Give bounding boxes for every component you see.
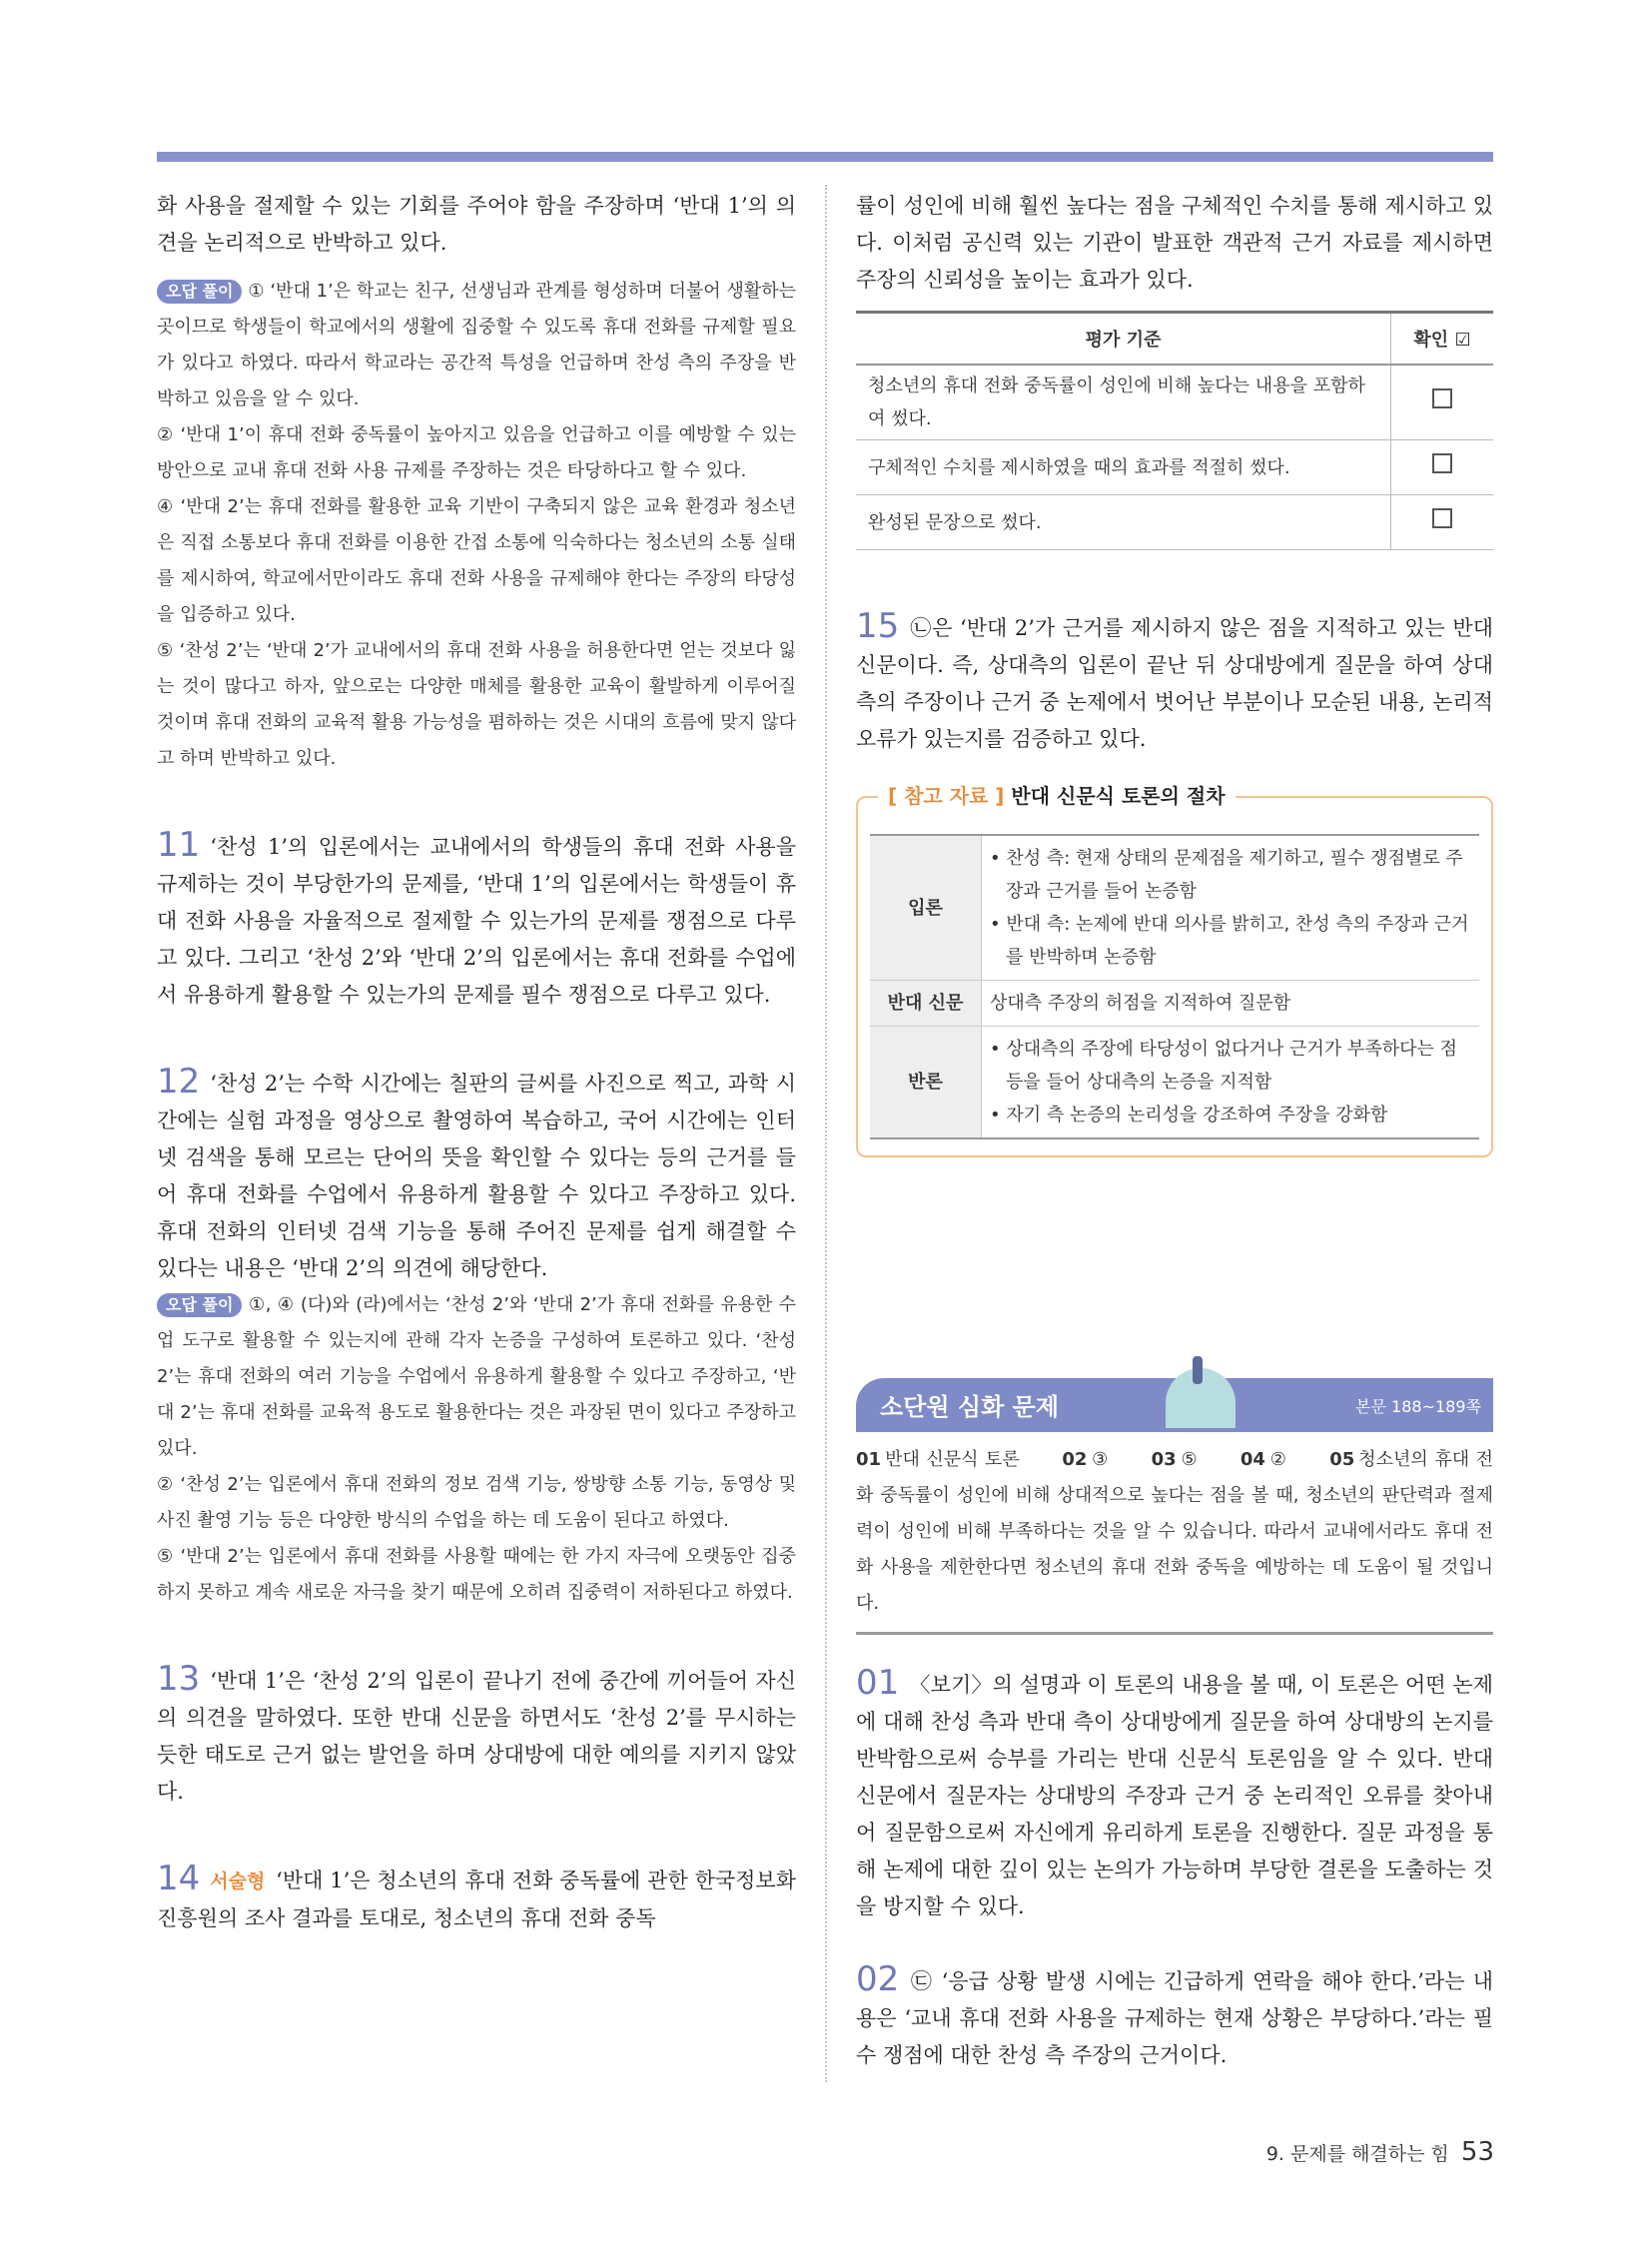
eval-check-header: 확인 ☑ bbox=[1391, 313, 1494, 366]
column-divider bbox=[825, 185, 827, 2082]
deep-problems-title: 소단원 심화 문제 bbox=[880, 1393, 1059, 1421]
reference-title: [ 참고 자료 ] 반대 신문식 토론의 절차 bbox=[878, 780, 1236, 809]
odap-tag: 오답 풀이 bbox=[157, 280, 242, 304]
table-row: 입론 • 찬성 측: 현재 상태의 문제점을 제기하고, 필수 쟁점별로 주장과 근거를 들어 논증함 • 반대 측: 논제에 반대 의사를 밝히고, 찬성 측의 주장과 근거를 반박하며 논증함 bbox=[870, 835, 1479, 981]
table-row: 구체적인 수치를 제시하였을 때의 효과를 적절히 썼다. bbox=[856, 440, 1493, 495]
explanation-line: ⑤ ‘찬성 2’는 ‘반대 2’가 교내에서의 휴대 전화 사용을 허용한다면 얻는 것보다 잃는 것이 많다고 하자, 앞으로는 다양한 매체를 활용한 교육이 활발하게 이루어질 것이며 휴대 전화의 교육적 활용 가능성을 폄하하는 것은 시대의 흐름에 맞지 않다고 하며 반박하고 있다. bbox=[157, 640, 796, 769]
page-footer bbox=[1266, 2137, 1494, 2167]
answer-13: 13 ‘반대 1’은 ‘찬성 2’의 입론이 끝나기 전에 중간에 끼어들어 자신의 의견을 말하였다. 또한 반대 신문을 하면서도 ‘찬성 2’를 무시하는 듯한 태도로 근거 없는 발언을 하며 상대방에 대한 예의를 지키지 않았다. bbox=[157, 1659, 796, 1804]
explanation-line: ② ‘찬성 2’는 입론에서 휴대 전화의 정보 검색 기능, 쌍방향 소통 기능, 동영상 및 사진 촬영 기능 등은 다양한 방식의 수업을 하는 데 도움이 된다고 하였다. bbox=[157, 1474, 796, 1531]
wrong-answer-explanation-b bbox=[157, 1287, 796, 1611]
top-rule bbox=[157, 152, 1493, 162]
explanation-line: ② ‘반대 1’이 휴대 전화 중독률이 높아지고 있음을 언급하고 이를 예방할 수 있는 방안으로 교내 휴대 전화 사용 규제를 주장하는 것은 타당하다고 할 수 있다. bbox=[157, 424, 796, 481]
answer-key: 01 반대 신문식 토론 02 ③ 03 ⑤ 04 ② 05 청소년의 휴대 전화 중독률이 성인에 비해 상대적으로 높다는 점을 볼 때, 청소년의 판단력과 절제력이 성인에 비해 부족하다는 것을 알 수 있습니다. 따라서 교내에서라도 휴대 전화 사용을 제한한다면 청소년의 휴대 전화 중독을 예방하는 데 도움이 될 것입니다. bbox=[856, 1432, 1493, 1635]
question-number: 01 bbox=[856, 1663, 900, 1703]
answer-11: 11 ‘찬성 1’의 입론에서는 교내에서의 학생들의 휴대 전화 사용을 규제하는 것이 부당한가의 문제를, ‘반대 1’의 입론에서는 학생들이 휴대 전화 사용을 자율적으로 절제할 수 있는가의 문제를 쟁점으로 다루고 있다. 그리고 ‘찬성 2’와 ‘반대 2’의 입론에서는 휴대 전화를 수업에서 유용하게 활용할 수 있는가의 문제를 필수 쟁점으로 다루고 있다. bbox=[157, 825, 796, 1007]
person-illustration bbox=[1193, 1356, 1203, 1384]
procedure-table bbox=[870, 834, 1479, 1139]
section-name: 9. 문제를 해결하는 힘 bbox=[1265, 2143, 1449, 2165]
question-number: 15 bbox=[856, 606, 900, 646]
checkbox[interactable] bbox=[1432, 388, 1452, 408]
table-row: 반론 • 상대측의 주장에 타당성이 없다거나 근거가 부족하다는 점 등을 들어 상대측의 논증을 지적함 • 자기 측 논증의 논리성을 강조하여 주장을 강화함 bbox=[870, 1027, 1479, 1139]
question-number: 12 bbox=[157, 1062, 201, 1102]
deep-answer-01: 01 〈보기〉의 설명과 이 토론의 내용을 볼 때, 이 토론은 어떤 논제에 대해 찬성 측과 반대 측이 상대방에게 질문을 하여 상대방의 논지를 반박함으로써 승부를 가리는 반대 신문식 토론임을 알 수 있다. 반대 신문에서 질문자는 상대방의 주장과 근거 중 논리적인 오류를 찾아내어 질문함으로써 자신에게 유리하게 토론을 진행한다. 질문 과정을 통해 논제에 대한 깊이 있는 논의가 가능하며 부당한 결론을 도출하는 것을 방지할 수 있다. bbox=[856, 1663, 1493, 1918]
wrong-answer-explanation-a bbox=[157, 274, 796, 777]
table-row: 청소년의 휴대 전화 중독률이 성인에 비해 높다는 내용을 포함하여 썼다. bbox=[856, 365, 1493, 440]
deep-answer-02: 02 ㉢ ‘응급 상황 발생 시에는 긴급하게 연락을 해야 한다.’라는 내용은 ‘교내 휴대 전화 사용을 규제하는 현재 상황은 부당하다.’라는 필수 쟁점에 대한 찬성 측 주장의 근거이다. bbox=[856, 1959, 1493, 2067]
odap-tag: 오답 풀이 bbox=[157, 1293, 242, 1317]
evaluation-table bbox=[856, 311, 1493, 550]
deep-problems-header bbox=[856, 1378, 1493, 1432]
answer-15: 15 ㉡은 ‘반대 2’가 근거를 제시하지 않은 점을 지적하고 있는 반대 신문이다. 즉, 상대측의 입론이 끝난 뒤 상대방에게 질문을 하여 상대측의 주장이나 근거 중 논제에서 벗어난 부분이나 모순된 내용, 논리적 오류가 있는지를 검증하고 있다. bbox=[856, 606, 1493, 751]
question-number: 02 bbox=[856, 1959, 900, 1999]
question-number: 11 bbox=[157, 825, 201, 865]
explanation-line: ⑤ ‘반대 2’는 입론에서 휴대 전화를 사용할 때에는 한 가지 자극에 오랫동안 집중하지 못하고 계속 새로운 자극을 찾기 때문에 오히려 집중력이 저하된다고 하였다. bbox=[157, 1546, 796, 1603]
table-row: 완성된 문장으로 썼다. bbox=[856, 495, 1493, 550]
answer-14: 14 서술형 ‘반대 1’은 청소년의 휴대 전화 중독률에 관한 한국정보화 진흥원의 조사 결과를 토대로, 청소년의 휴대 전화 중독 bbox=[157, 1859, 796, 1930]
deep-problems-section bbox=[856, 1378, 1493, 2074]
question-number: 13 bbox=[157, 1659, 201, 1699]
left-column bbox=[157, 188, 796, 1937]
explanation-line: 오답 풀이 ①, ④ (다)와 (라)에서는 ‘찬성 2’와 ‘반대 2’가 휴대 전화를 유용한 수업 도구로 활용할 수 있는지에 관해 각자 논증을 구성하여 토론하고 있다. ‘찬성 2’는 휴대 전화의 여러 기능을 수업에서 유용하게 활용할 수 있다고 주장하고, ‘반대 2’는 휴대 전화를 교육적 용도로 활용한다는 것은 과장된 면이 있다고 주장하고 있다. bbox=[157, 1294, 796, 1459]
reference-box bbox=[856, 784, 1493, 1157]
right-column bbox=[856, 188, 1493, 1157]
answer-12: 12 ‘찬성 2’는 수학 시간에는 칠판의 글씨를 사진으로 찍고, 과학 시간에는 실험 과정을 영상으로 촬영하여 복습하고, 국어 시간에는 인터넷 검색을 통해 모르는 단어의 뜻을 확인할 수 있다는 등의 근거를 들어 휴대 전화를 수업에서 유용하게 활용할 수 있다고 주장하고 있다. 휴대 전화의 인터넷 검색 기능을 통해 주어진 문제를 쉽게 해결할 수 있다는 내용은 ‘반대 2’의 의견에 해당한다. bbox=[157, 1062, 796, 1280]
page-reference: 본문 188~189쪽 bbox=[1355, 1397, 1481, 1416]
answer-14-continued: 률이 성인에 비해 훨씬 높다는 점을 구체적인 수치를 통해 제시하고 있다. 이처럼 공신력 있는 기관이 발표한 객관적 근거 자료를 제시하면 주장의 신뢰성을 높이는 효과가 있다. bbox=[856, 194, 1493, 292]
table-row: 반대 신문 상대측 주장의 허점을 지적하여 질문함 bbox=[870, 981, 1479, 1027]
essay-tag: 서술형 bbox=[210, 1870, 266, 1892]
page-number: 53 bbox=[1460, 2137, 1494, 2167]
checkbox[interactable] bbox=[1432, 453, 1452, 473]
eval-header: 평가 기준 bbox=[856, 313, 1391, 366]
explanation-line: 오답 풀이 ① ‘반대 1’은 학교는 친구, 선생님과 관계를 형성하며 더불어 생활하는 곳이므로 학생들이 학교에서의 생활에 집중할 수 있도록 휴대 전화를 규제할 필요가 있다고 하였다. 따라서 학교라는 공간적 특성을 언급하며 찬성 측의 주장을 반박하고 있음을 알 수 있다. bbox=[157, 281, 796, 409]
checkbox[interactable] bbox=[1432, 508, 1452, 528]
intro-paragraph: 화 사용을 절제할 수 있는 기회를 주어야 함을 주장하며 ‘반대 1’의 의견을 논리적으로 반박하고 있다. bbox=[157, 194, 796, 255]
explanation-line: ④ ‘반대 2’는 휴대 전화를 활용한 교육 기반이 구축되지 않은 교육 환경과 청소년은 직접 소통보다 휴대 전화를 이용한 간접 소통에 익숙하다는 청소년의 소통 실태를 제시하여, 학교에서만이라도 휴대 전화 사용을 규제해야 한다는 주장의 타당성을 입증하고 있다. bbox=[157, 496, 796, 625]
question-number: 14 bbox=[157, 1859, 201, 1898]
